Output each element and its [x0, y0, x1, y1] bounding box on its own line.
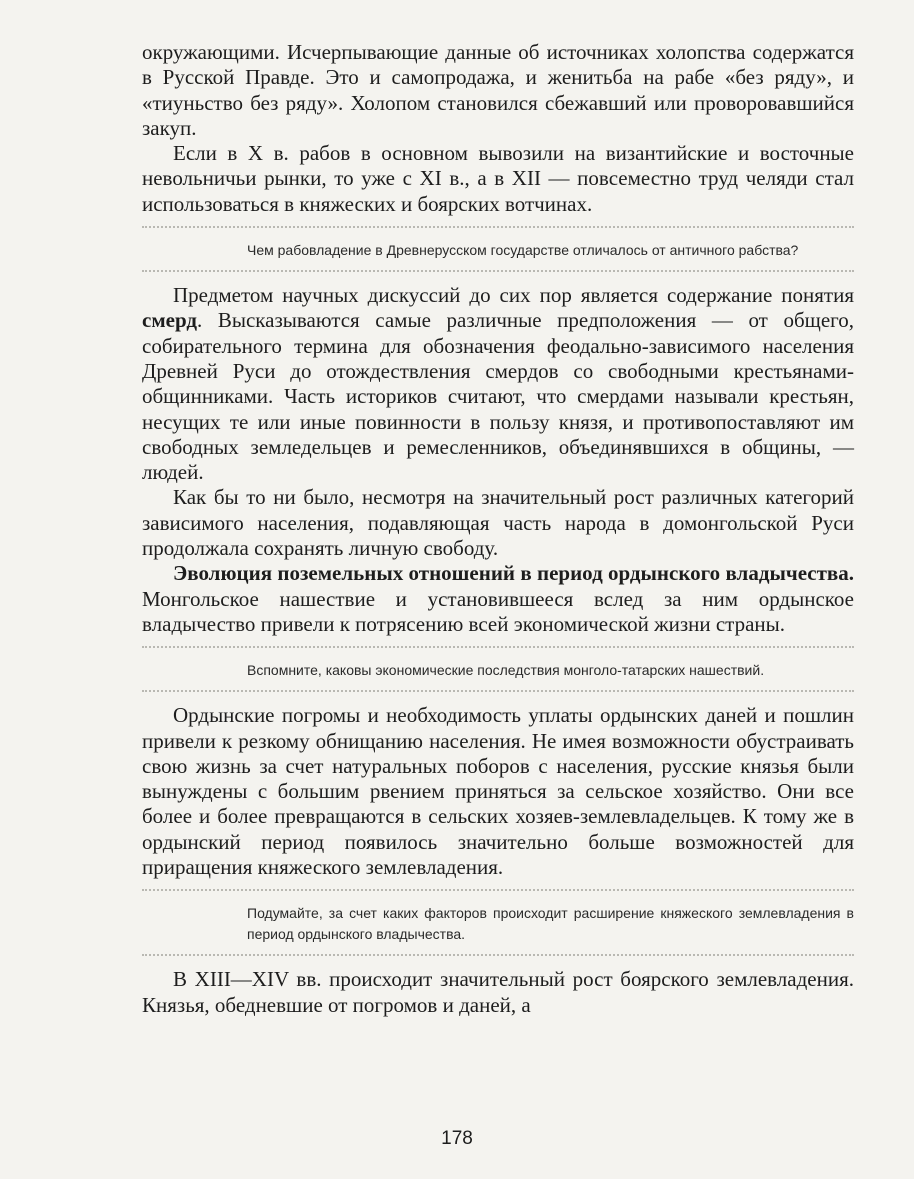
paragraph-slavery-sources: окружающими. Исчерпывающие данные об источниках холопства содержатся в Русской Правде. Это и самопродажа, и женитьба на рабе «без ряду», и «тиуньство без ряду». Холопом становился сбежавший или проворовавшийся закуп.	[142, 40, 854, 140]
question-box-2	[142, 646, 854, 692]
smerd-term: смерд	[142, 308, 197, 333]
question-box-1	[142, 226, 854, 272]
page-content	[142, 40, 854, 1018]
paragraph-personal-freedom: Как бы то ни было, несмотря на значительный рост различных категорий зависимого населения, подавляющая часть народа в домонгольской Руси продолжала сохранять личную свободу.	[142, 485, 854, 561]
smerd-text-after: . Высказываются самые различные предположения — от общего, собирательного термина для обозначения феодально-зависимого населения Древней Руси до отождествления смердов со свободными крестьянами-общинниками. Часть историков считают, что смердами называли крестьян, несущих те или иные повинности в пользу князя, и противопоставляют им свободных земледельцев и ремесленников, объединявшихся в общины, — людей.	[142, 308, 854, 485]
section-heading-evolution: Эволюция поземельных отношений в период ордынского владычества.	[173, 561, 854, 586]
paragraph-evolution	[142, 561, 854, 637]
page-number: 178	[441, 1128, 473, 1149]
question-land-ownership: Подумайте, за счет каких факторов происходит расширение княжеского землевладения в период ордынского владычества.	[247, 905, 854, 943]
question-consequences: Вспомните, каковы экономические последствия монголо-татарских нашествий.	[247, 662, 765, 679]
paragraph-slave-trade: Если в X в. рабов в основном вывозили на византийские и восточные невольничьи рынки, то уже с XI в., а в XII — повсеместно труд челяди стал использоваться в княжеских и боярских вотчинах.	[142, 141, 854, 216]
question-slavery: Чем рабовладение в Древнерусском государстве отличалось от античного рабства?	[247, 242, 799, 259]
paragraph-boyar-land: В XIII—XIV вв. происходит значительный рост боярского землевладения. Князья, обедневшие от погромов и даней, а	[142, 967, 854, 1017]
evolution-text: Монгольское нашествие и установившееся вслед за ним ордынское владычество привели к потрясению всей экономической жизни страны.	[142, 586, 854, 636]
paragraph-horde-pogroms: Ордынские погромы и необходимость уплаты ордынских даней и пошлин привели к резкому обнищанию населения. Не имея возможности обустраивать свою жизнь за счет натуральных поборов с населения, русские князья были вынуждены с большим рвением приняться за сельское хозяйство. Они все более и более превращаются в сельских хозяев-землевладельцев. К тому же в ордынский период появилось значительно больше возможностей для приращения княжеского землевладения.	[142, 703, 854, 880]
smerd-text-before: Предметом научных дискуссий до сих пор является содержание понятия	[173, 283, 854, 308]
paragraph-smerd	[142, 283, 854, 485]
question-box-3	[142, 889, 854, 956]
